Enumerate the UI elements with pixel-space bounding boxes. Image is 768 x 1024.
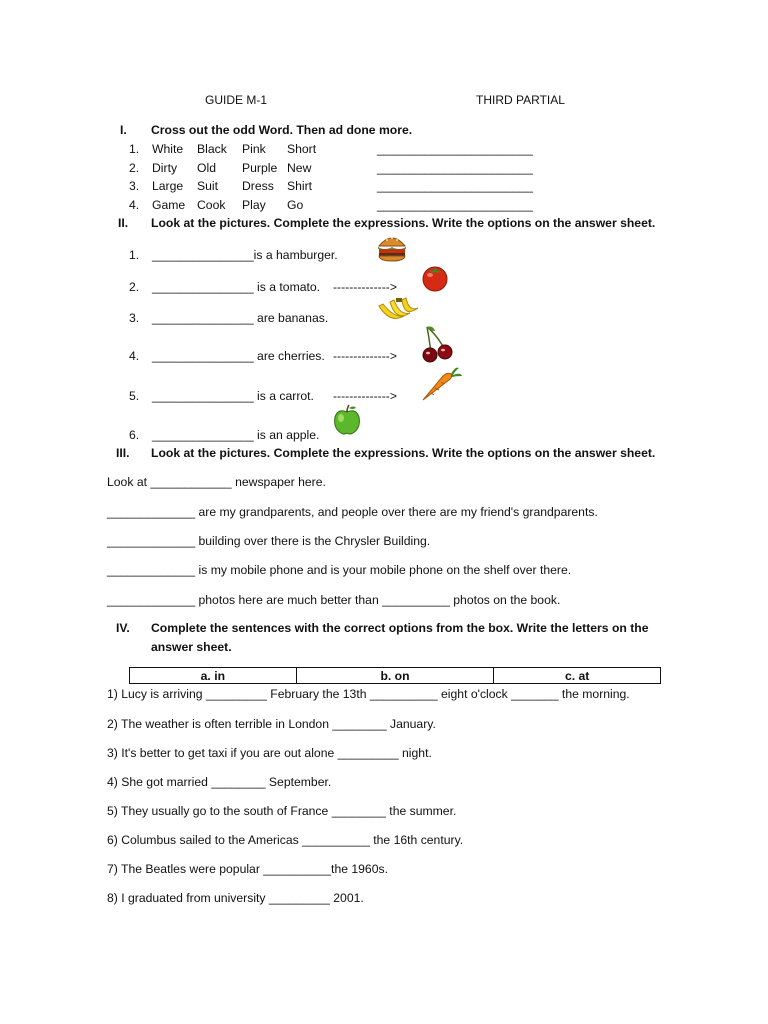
row-number: 1. bbox=[129, 142, 140, 156]
item-text: _______________ is a tomato. bbox=[152, 280, 321, 294]
options-box bbox=[129, 667, 661, 684]
demonstrative-line: _____________ is my mobile phone and is your mobile phone on the shelf over there. bbox=[107, 563, 572, 577]
section-4-instruction: Complete the sentences with the correct options from the box. Write the letters on the bbox=[151, 621, 649, 635]
answer-blank: _______________________ bbox=[377, 198, 533, 212]
item-text: _______________ are cherries. bbox=[152, 349, 325, 363]
word: Dress bbox=[242, 179, 274, 193]
item-number: 4. bbox=[129, 349, 140, 363]
preposition-sentence: 2) The weather is often terrible in London ________ January. bbox=[107, 717, 436, 731]
option-on: b. on bbox=[296, 668, 494, 684]
item-number: 2. bbox=[129, 280, 140, 294]
demonstrative-line: _____________ are my grandparents, and people over there are my friend's grandparents. bbox=[107, 505, 598, 519]
item-arrow: --------------> bbox=[333, 280, 397, 294]
page-subtitle: THIRD PARTIAL bbox=[476, 93, 565, 107]
word: Short bbox=[287, 142, 317, 156]
hamburger-icon bbox=[377, 232, 407, 262]
word: Purple bbox=[242, 161, 278, 175]
section-3-numeral: III. bbox=[116, 446, 130, 460]
word: Pink bbox=[242, 142, 266, 156]
word: Old bbox=[197, 161, 216, 175]
preposition-sentence: 6) Columbus sailed to the Americas __________ the 16th century. bbox=[107, 833, 464, 847]
item-text: _______________ is a carrot. bbox=[152, 389, 314, 403]
word: Cook bbox=[197, 198, 226, 212]
word: Go bbox=[287, 198, 304, 212]
page-title: GUIDE M-1 bbox=[205, 93, 268, 107]
section-3-instruction: Look at the pictures. Complete the expressions. Write the options on the answer sheet. bbox=[151, 446, 656, 460]
preposition-sentence: 7) The Beatles were popular __________the 1960s. bbox=[107, 862, 388, 876]
preposition-sentence: 8) I graduated from university _________ 2001. bbox=[107, 891, 364, 905]
word: Large bbox=[152, 179, 184, 193]
answer-blank: _______________________ bbox=[377, 161, 533, 175]
bananas-icon bbox=[376, 296, 420, 326]
word: Suit bbox=[197, 179, 219, 193]
item-arrow: --------------> bbox=[333, 349, 397, 363]
row-number: 3. bbox=[129, 179, 140, 193]
item-number: 3. bbox=[129, 311, 140, 325]
row-number: 4. bbox=[129, 198, 140, 212]
section-2-instruction: Look at the pictures. Complete the expressions. Write the options on the answer sheet. bbox=[151, 216, 656, 230]
word: Dirty bbox=[152, 161, 178, 175]
word: Shirt bbox=[287, 179, 313, 193]
word: New bbox=[287, 161, 312, 175]
demonstrative-line: _____________ building over there is the Chrysler Building. bbox=[107, 534, 431, 548]
item-arrow: --------------> bbox=[333, 389, 397, 403]
word: Game bbox=[152, 198, 186, 212]
item-number: 5. bbox=[129, 389, 140, 403]
section-1-instruction: Cross out the odd Word. Then ad done more. bbox=[151, 123, 413, 137]
row-number: 2. bbox=[129, 161, 140, 175]
option-at: c. at bbox=[494, 668, 661, 684]
section-2-numeral: II. bbox=[118, 216, 129, 230]
item-number: 1. bbox=[129, 248, 140, 262]
item-text: _______________is a hamburger. bbox=[152, 248, 338, 262]
answer-blank: _______________________ bbox=[377, 142, 533, 156]
word: Black bbox=[197, 142, 227, 156]
word: White bbox=[152, 142, 184, 156]
answer-blank: _______________________ bbox=[377, 179, 533, 193]
preposition-sentence: 1) Lucy is arriving _________ February the 13th __________ eight o'clock _______ the morning. bbox=[107, 687, 630, 701]
option-in: a. in bbox=[130, 668, 297, 684]
item-text: _______________ are bananas. bbox=[152, 311, 329, 325]
cherries-icon bbox=[419, 325, 455, 363]
apple-icon bbox=[332, 404, 362, 436]
section-1-numeral: I. bbox=[120, 123, 127, 137]
carrot-icon bbox=[421, 366, 463, 402]
demonstrative-line: Look at ____________ newspaper here. bbox=[107, 475, 326, 489]
item-number: 6. bbox=[129, 428, 140, 442]
demonstrative-line: _____________ photos here are much better than __________ photos on the book. bbox=[107, 593, 561, 607]
tomato-icon bbox=[421, 264, 449, 292]
item-text: _______________ is an apple. bbox=[152, 428, 320, 442]
section-4-instruction-continued: answer sheet. bbox=[151, 640, 232, 654]
preposition-sentence: 4) She got married ________ September. bbox=[107, 775, 332, 789]
section-4-numeral: IV. bbox=[116, 621, 130, 635]
preposition-sentence: 3) It's better to get taxi if you are out alone _________ night. bbox=[107, 746, 432, 760]
preposition-sentence: 5) They usually go to the south of France ________ the summer. bbox=[107, 804, 457, 818]
word: Play bbox=[242, 198, 266, 212]
